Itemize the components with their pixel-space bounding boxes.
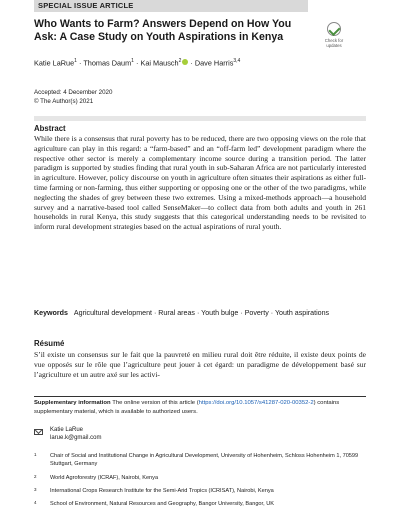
resume-text: S’il existe un consensus sur le fait que la pauvreté en milieu rural doit être réduite, il existe deux points de vue opposés sur le rôle que l’agriculture peut jouer à cet égard: un paradigme de développement basé sur l’agriculture et un autre axé sur les activi- — [34, 350, 366, 379]
footnote-divider — [34, 396, 366, 397]
supplementary-text-before: The online version of this article ( — [112, 400, 199, 406]
article-title: Who Wants to Farm? Answers Depend on How You Ask: A Case Study on Youth Aspirations in Kenya — [34, 18, 292, 43]
keyword: Poverty — [244, 309, 269, 317]
keyword-separator: · — [268, 309, 275, 317]
keywords — [34, 309, 366, 319]
abstract-section-bar — [34, 116, 366, 121]
corresponding-author — [50, 426, 101, 442]
mail-icon — [34, 429, 43, 435]
author-name[interactable]: Kai Mausch — [140, 58, 179, 68]
contact-name: Katie LaRue — [50, 427, 84, 433]
author-name[interactable]: Katie LaRue — [34, 58, 75, 68]
article-dates — [34, 88, 112, 106]
supplementary-doi-link[interactable]: https://doi.org/10.1057/s41287-020-00352-2 — [198, 400, 314, 406]
author-affiliation: 1 — [74, 58, 77, 64]
abstract-heading: Abstract — [34, 124, 66, 133]
resume-heading: Résumé — [34, 339, 65, 348]
author-name[interactable]: Thomas Daum — [83, 58, 132, 68]
author-affiliation: 3,4 — [233, 58, 241, 64]
affiliation-number: 4 — [34, 500, 37, 505]
author-affiliation: 2 — [178, 58, 182, 64]
copyright-notice: © The Author(s) 2021 — [34, 98, 94, 105]
affiliation-number: 2 — [34, 474, 37, 479]
check-updates-icon — [327, 22, 341, 36]
keyword-separator: · — [151, 309, 159, 317]
author-separator: · — [76, 58, 84, 68]
affiliation-number: 3 — [34, 487, 37, 492]
check-for-updates-badge[interactable] — [318, 22, 350, 56]
author-name[interactable]: Dave Harris — [194, 58, 234, 68]
article-type-banner — [34, 0, 308, 12]
affiliation-text: International Crops Research Institute for the Semi-Arid Tropics (ICRISAT), Nairobi, Kenya — [50, 488, 274, 494]
check-updates-label: Check for updates — [324, 38, 344, 48]
author-separator: · — [188, 58, 195, 68]
abstract-text: While there is a consensus that rural poverty has to be reduced, there are two opposing views on the role that agriculture can play in this regard: a “farm-based” and an “off-farm led” development paradigm where the respective other sector is merely a complementary income source during a transition period. The latter paradigm is supported by studies finding that rural youth in sub-Saharan Africa are not particularly interested in agriculture. However, policy discourse on youth in agriculture often situates their aspirations as either full-time farming or non-farming, thus either supporting or opposing one or the other of the two paradigms, while neglecting the shades of grey between these two extremes. Using a mixed-methods approach—a household survey and a narrative-based tool called SenseMaker—to collect data from both adults and youth in 261 households in rural Kenya, this study suggests that this categorical understanding needs to be revisited to inform rural development strategies based on the actual aspirations of rural youth. — [34, 134, 366, 232]
author-affiliation: 1 — [131, 58, 134, 64]
keywords-label: Keywords — [34, 309, 68, 317]
affiliation-number: 1 — [34, 452, 37, 457]
accepted-date: Accepted: 4 December 2020 — [34, 89, 113, 96]
keyword: Youth bulge — [201, 309, 239, 317]
keyword: Youth aspirations — [274, 309, 330, 317]
article-type-label: SPECIAL ISSUE ARTICLE — [38, 1, 134, 10]
author-list — [34, 58, 240, 67]
keyword-separator: · — [194, 309, 202, 317]
supplementary-info — [34, 399, 366, 416]
keyword-separator: · — [238, 309, 245, 317]
affiliation-text: Chair of Social and Institutional Change in Agricultural Development, University of Hohenheim, Schloss Hohenheim 1, 70599 Stuttgart, Germany — [50, 453, 359, 467]
contact-email[interactable]: larue.k@gmail.com — [50, 435, 102, 441]
keyword: Agricultural development — [73, 309, 152, 317]
supplementary-text-after: ) contains supplementary material, which is available to authorized users. — [34, 400, 340, 415]
supplementary-label: Supplementary information — [34, 400, 111, 406]
author-separator: · — [133, 58, 141, 68]
keyword: Rural areas — [158, 309, 195, 317]
affiliation-text: School of Environment, Natural Resources and Geography, Bangor University, Bangor, UK — [50, 501, 274, 507]
affiliation-text: World Agroforestry (ICRAF), Nairobi, Kenya — [50, 475, 159, 481]
